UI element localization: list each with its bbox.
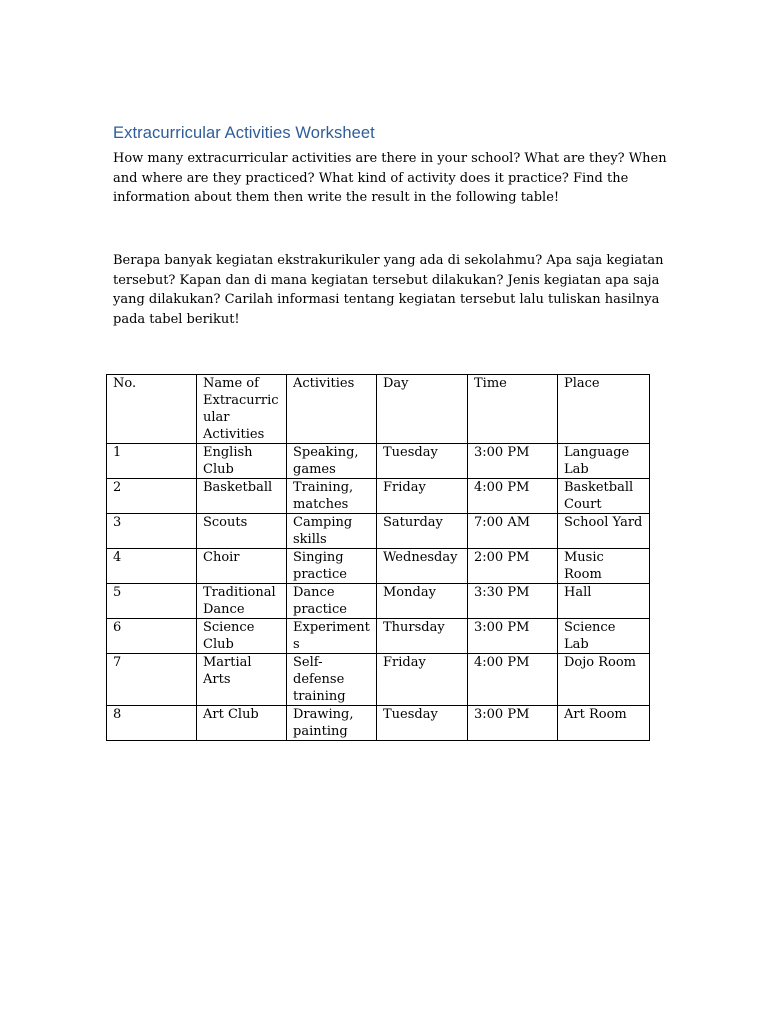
table-row <box>107 444 650 479</box>
cell-name: Choir <box>197 549 287 584</box>
page-title: Extracurricular Activities Worksheet <box>113 124 375 142</box>
cell-name: Scouts <box>197 514 287 549</box>
cell-place: Dojo Room <box>558 654 650 706</box>
cell-place: Science Lab <box>558 619 650 654</box>
cell-place: Art Room <box>558 706 650 741</box>
table-row <box>107 654 650 706</box>
cell-place: Music Room <box>558 549 650 584</box>
cell-day: Saturday <box>377 514 468 549</box>
cell-name: Science Club <box>197 619 287 654</box>
table-header-row <box>107 375 650 444</box>
cell-time: 4:00 PM <box>468 479 558 514</box>
cell-activities: Self-defense training <box>287 654 377 706</box>
cell-no: 4 <box>107 549 197 584</box>
cell-activities: Experiments <box>287 619 377 654</box>
cell-place: Hall <box>558 584 650 619</box>
cell-activities: Camping skills <box>287 514 377 549</box>
cell-time: 4:00 PM <box>468 654 558 706</box>
cell-no: 8 <box>107 706 197 741</box>
cell-no: 1 <box>107 444 197 479</box>
cell-no: 5 <box>107 584 197 619</box>
cell-day: Friday <box>377 654 468 706</box>
header-time: Time <box>468 375 558 444</box>
header-name: Name of Extracurricular Activities <box>197 375 287 444</box>
cell-activities: Drawing, painting <box>287 706 377 741</box>
cell-time: 2:00 PM <box>468 549 558 584</box>
cell-day: Wednesday <box>377 549 468 584</box>
cell-time: 3:00 PM <box>468 706 558 741</box>
table-row <box>107 706 650 741</box>
cell-no: 2 <box>107 479 197 514</box>
cell-activities: Training, matches <box>287 479 377 514</box>
instructions-indonesian: Berapa banyak kegiatan ekstrakurikuler yang ada di sekolahmu? Apa saja kegiatan tersebut? Kapan dan di mana kegiatan tersebut dilakukan? Jenis kegiatan apa saja yang dilakukan? Carilah informasi tentang kegiatan tersebut lalu tuliskan hasilnya pada tabel berikut! <box>113 253 664 327</box>
cell-time: 7:00 AM <box>468 514 558 549</box>
cell-no: 7 <box>107 654 197 706</box>
cell-no: 3 <box>107 514 197 549</box>
table-row <box>107 584 650 619</box>
header-place: Place <box>558 375 650 444</box>
cell-day: Thursday <box>377 619 468 654</box>
table-row <box>107 549 650 584</box>
cell-place: School Yard <box>558 514 650 549</box>
cell-activities: Speaking, games <box>287 444 377 479</box>
cell-name: Martial Arts <box>197 654 287 706</box>
cell-time: 3:00 PM <box>468 444 558 479</box>
cell-day: Friday <box>377 479 468 514</box>
cell-time: 3:30 PM <box>468 584 558 619</box>
cell-place: Language Lab <box>558 444 650 479</box>
table-row <box>107 514 650 549</box>
cell-name: Art Club <box>197 706 287 741</box>
cell-day: Tuesday <box>377 444 468 479</box>
cell-name: Traditional Dance <box>197 584 287 619</box>
cell-place: Basketball Court <box>558 479 650 514</box>
header-activities: Activities <box>287 375 377 444</box>
table-row <box>107 619 650 654</box>
cell-day: Monday <box>377 584 468 619</box>
cell-activities: Dance practice <box>287 584 377 619</box>
cell-name: Basketball <box>197 479 287 514</box>
cell-activities: Singing practice <box>287 549 377 584</box>
cell-day: Tuesday <box>377 706 468 741</box>
header-no: No. <box>107 375 197 444</box>
cell-name: English Club <box>197 444 287 479</box>
cell-no: 6 <box>107 619 197 654</box>
instructions-english: How many extracurricular activities are there in your school? What are they? When and where are they practiced? What kind of activity does it practice? Find the information about them then write the result in the following table! <box>113 151 667 205</box>
cell-time: 3:00 PM <box>468 619 558 654</box>
activities-table <box>106 374 650 741</box>
table-row <box>107 479 650 514</box>
header-day: Day <box>377 375 468 444</box>
